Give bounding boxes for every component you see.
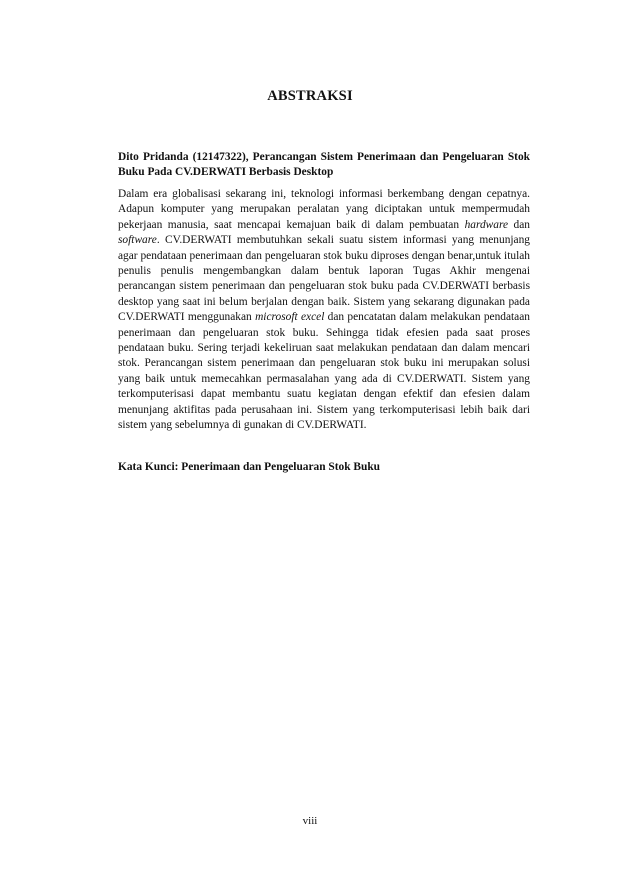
page-title: ABSTRAKSI [267, 88, 353, 104]
term-hardware: hardware [464, 218, 509, 231]
term-software: software [118, 234, 157, 247]
abstract-text-2: dan [508, 218, 531, 231]
author-line: Dito Pridanda (12147322), Perancangan Sistem Penerimaan dan Pengeluaran Stok Buku Pada CV.DERWATI Berbasis Desktop [118, 151, 530, 179]
abstract-text-3: . CV.DERWATI membutuhkan sekali suatu sistem informasi yang menunjang agar pendataan penerimaan dan pengeluaran stok buku diproses dengan benar,untuk itulah penulis penulis mengembangkan dalam bentuk laporan Tugas Akhir mengenai perancangan sistem penerimaan dan pengeluaran stok buku pada CV.DERWATI berbasis desktop yang saat ini belum berjalan dengan baik. Sistem yang sekarang digunakan pada CV.DERWATI menggunakan [118, 234, 530, 324]
abstract-text-1: Dalam era globalisasi sekarang ini, teknologi informasi berkembang dengan cepatnya. Adapun komputer yang merupakan peralatan yang diciptakan untuk mempermudah pekerjaan manusia, saat mencapai kemajuan baik di dalam pembuatan [118, 188, 530, 231]
abstract-paragraph [118, 187, 530, 434]
abstract-text-4: dan pencatatan dalam melakukan pendataan penerimaan dan pengeluaran stok buku. Sehingga tidak efesien pada saat proses pendataan buku. Sering terjadi kekeliruan saat melakukan pendataan dan dalam mencari stok. Perancangan sistem penerimaan dan pengeluaran stok buku ini merupakan solusi yang baik untuk memecahkan permasalahan yang ada di CV.DERWATI. Sistem yang terkomputerisasi dapat membantu suatu kegiatan dengan efektif dan efesien dalam menunjang aktifitas pada perusahaan ini. Sistem yang terkomputerisasi lebih baik dari sistem yang sebelumnya di gunakan di CV.DERWATI. [118, 311, 530, 432]
page-number: viii [302, 815, 318, 827]
term-microsoft-excel: microsoft excel [255, 311, 325, 324]
keywords-line: Kata Kunci: Penerimaan dan Pengeluaran Stok Buku [118, 461, 381, 473]
